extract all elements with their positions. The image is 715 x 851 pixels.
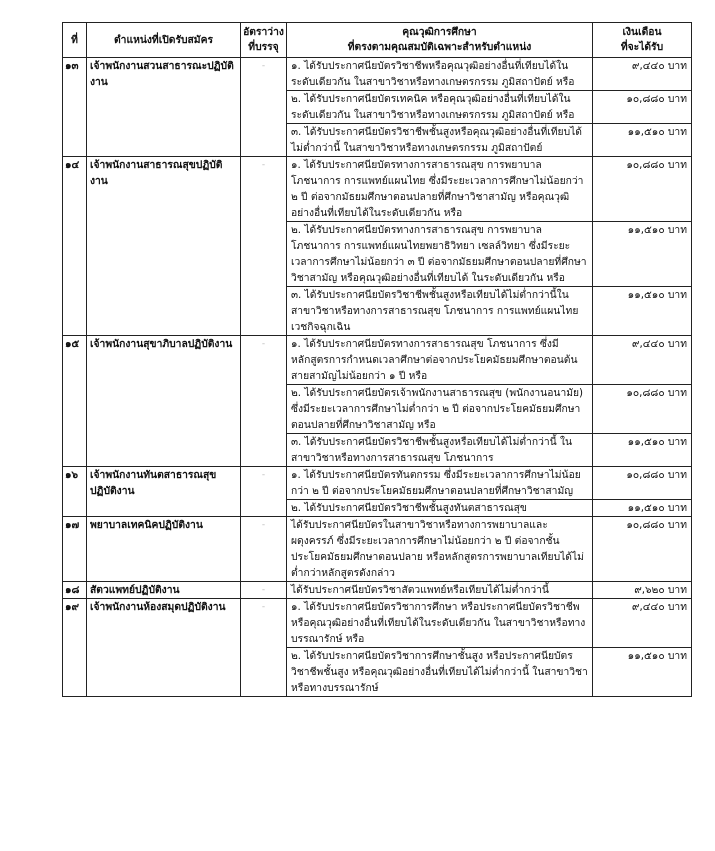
position-name: เจ้าพนักงานสาธารณสุขปฏิบัติงาน [87,157,241,336]
vacancy-cell: - [241,336,287,467]
table-row [63,58,692,91]
header-position: ตำแหน่งที่เปิดรับสมัคร [87,23,241,58]
salary-value: ๙,๖๒๐ บาท [593,582,692,599]
row-number: ๑๙ [63,599,87,697]
salary-value: ๑๑,๕๑๐ บาท [593,124,692,157]
qualification-text: ๓. ได้รับประกาศนียบัตรวิชาชีพชั้นสูงหรือเทียบได้ไม่ต่ำกว่านี้ ในสาขาวิชาหรือทางการสาธารณสุข โภชนาการ [287,434,593,467]
row-number: ๑๔ [63,157,87,336]
table-row [63,336,692,385]
position-name: เจ้าพนักงานสวนสาธารณะปฏิบัติงาน [87,58,241,157]
row-number: ๑๓ [63,58,87,157]
position-name: เจ้าพนักงานห้องสมุดปฏิบัติงาน [87,599,241,697]
salary-value: ๙,๔๔๐ บาท [593,336,692,385]
table-row [63,582,692,599]
header-vacancy-line2: ที่บรรจุ [248,41,279,53]
header-qualification [287,23,593,58]
salary-value: ๑๐,๘๘๐ บาท [593,517,692,582]
header-vacancy-line1: อัตราว่าง [243,26,284,38]
position-name: สัตวแพทย์ปฏิบัติงาน [87,582,241,599]
header-qualification-line2: ที่ตรงตามคุณสมบัติเฉพาะสำหรับตำแหน่ง [347,41,532,53]
qualification-text: ๑. ได้รับประกาศนียบัตรทางการสาธารณสุข โภชนาการ ซึ่งมีหลักสูตรการกำหนดเวลาศึกษาต่อจากประโยคมัธยมศึกษาตอนต้นสายสามัญไม่น้อยกว่า ๑ ปี หรือ [287,336,593,385]
header-salary-line2: ที่จะได้รับ [620,41,664,53]
position-name: พยาบาลเทคนิคปฏิบัติงาน [87,517,241,582]
qualification-text: ๓. ได้รับประกาศนียบัตรวิชาชีพชั้นสูงหรือเทียบได้ไม่ต่ำกว่านี้ในสาขาวิชาหรือทางการสาธารณสุข โภชนาการ การแพทย์แผนไทย เวชกิจฉุกเฉิน [287,287,593,336]
row-number: ๑๗ [63,517,87,582]
salary-value: ๑๑,๕๑๐ บาท [593,222,692,287]
qualification-text: ๒. ได้รับประกาศนียบัตรวิชาชีพชั้นสูงทันตสาธารณสุข [287,500,593,517]
salary-value: ๑๑,๕๑๐ บาท [593,434,692,467]
row-number: ๑๕ [63,336,87,467]
vacancy-cell: - [241,582,287,599]
position-name: เจ้าพนักงานสุขาภิบาลปฏิบัติงาน [87,336,241,467]
salary-value: ๑๑,๕๑๐ บาท [593,648,692,697]
header-salary-line1: เงินเดือน [622,26,662,38]
header-vacancy [241,23,287,58]
vacancy-cell: - [241,599,287,697]
salary-value: ๑๑,๕๑๐ บาท [593,500,692,517]
qualification-text: ๒. ได้รับประกาศนียบัตรทางการสาธารณสุข การพยาบาล โภชนาการ การแพทย์แผนไทยพยาธิวิทยา เซลล์วิทยา ซึ่งมีระยะเวลาการศึกษาไม่น้อยกว่า ๓ ปี ต่อจากมัธยมศึกษาตอนปลายที่ศึกษาวิชาสามัญ หรือคุณวุฒิอย่างอื่นที่เทียบได้ ในระดับเดียวกัน หรือ [287,222,593,287]
salary-value: ๑๐,๘๘๐ บาท [593,385,692,434]
row-number: ๑๘ [63,582,87,599]
table-row [63,157,692,222]
qualification-text: ๑. ได้รับประกาศนียบัตรทางการสาธารณสุข การพยาบาล โภชนาการ การแพทย์แผนไทย ซึ่งมีระยะเวลาการศึกษาไม่น้อยกว่า ๒ ปี ต่อจากมัธยมศึกษาตอนปลายที่ศึกษาวิชาสามัญ หรือคุณวุฒิอย่างอื่นที่เทียบได้ในระดับเดียวกัน หรือ [287,157,593,222]
qualification-text: ๑. ได้รับประกาศนียบัตรทันตกรรม ซึ่งมีระยะเวลาการศึกษาไม่น้อยกว่า ๒ ปี ต่อจากประโยคมัธยมศึกษาตอนปลายที่ศึกษาวิชาสามัญ [287,467,593,500]
qualification-text: ได้รับประกาศนียบัตรวิชาสัตวแพทย์หรือเทียบได้ไม่ต่ำกว่านี้ [287,582,593,599]
qualification-text: ๑. ได้รับประกาศนียบัตรวิชาชีพหรือคุณวุฒิอย่างอื่นที่เทียบได้ในระดับเดียวกัน ในสาขาวิชาหรือทางเกษตรกรรม ภูมิสถาปัตย์ หรือ [287,58,593,91]
row-number: ๑๖ [63,467,87,517]
header-no: ที่ [63,23,87,58]
salary-value: ๙,๔๔๐ บาท [593,599,692,648]
qualification-text: ได้รับประกาศนียบัตรในสาขาวิชาหรือทางการพยาบาลและผดุงครรภ์ ซึ่งมีระยะเวลาการศึกษาไม่น้อยกว่า ๒ ปี ต่อจากชั้นประโยคมัธยมศึกษาตอนปลาย หรือหลักสูตรการพยาบาลเทียบได้ไม่ต่ำกว่าหลักสูตรดังกล่าว [287,517,593,582]
qualification-text: ๒. ได้รับประกาศนียบัตรวิชาการศึกษาชั้นสูง หรือประกาศนียบัตรวิชาชีพชั้นสูง หรือคุณวุฒิอย่างอื่นที่เทียบได้ไม่ต่ำกว่านี้ ในสาขาวิชาหรือทางบรรณารักษ์ [287,648,593,697]
vacancy-cell: - [241,517,287,582]
salary-value: ๑๐,๘๘๐ บาท [593,467,692,500]
table-row [63,599,692,648]
qualification-text: ๑. ได้รับประกาศนียบัตรวิชาการศึกษา หรือประกาศนียบัตรวิชาชีพหรือคุณวุฒิอย่างอื่นที่เทียบได้ในระดับเดียวกัน ในสาขาวิชาหรือทางบรรณารักษ์ หรือ [287,599,593,648]
salary-value: ๙,๔๔๐ บาท [593,58,692,91]
header-salary [593,23,692,58]
vacancy-cell: - [241,58,287,157]
table-row [63,517,692,582]
qualification-table [62,22,692,697]
salary-value: ๑๐,๘๘๐ บาท [593,91,692,124]
vacancy-cell: - [241,467,287,517]
salary-value: ๑๐,๘๘๐ บาท [593,157,692,222]
qualification-text: ๒. ได้รับประกาศนียบัตรเจ้าพนักงานสาธารณสุข (พนักงานอนามัย) ซึ่งมีระยะเวลาการศึกษาไม่ต่ำกว่า ๒ ปี ต่อจากประโยคมัธยมศึกษาตอนปลายที่ศึกษาวิชาสามัญ หรือ [287,385,593,434]
table-header-row [63,23,692,58]
table-row [63,467,692,500]
header-qualification-line1: คุณวุฒิการศึกษา [402,26,477,38]
table-body [63,58,692,697]
vacancy-cell: - [241,157,287,336]
qualification-text: ๓. ได้รับประกาศนียบัตรวิชาชีพชั้นสูงหรือคุณวุฒิอย่างอื่นที่เทียบได้ไม่ต่ำกว่านี้ ในสาขาวิชาหรือทางเกษตรกรรม ภูมิสถาปัตย์ [287,124,593,157]
salary-value: ๑๑,๕๑๐ บาท [593,287,692,336]
qualification-text: ๒. ได้รับประกาศนียบัตรเทคนิค หรือคุณวุฒิอย่างอื่นที่เทียบได้ในระดับเดียวกัน ในสาขาวิชาหรือทางเกษตรกรรม ภูมิสถาปัตย์ หรือ [287,91,593,124]
position-name: เจ้าพนักงานทันตสาธารณสุขปฏิบัติงาน [87,467,241,517]
